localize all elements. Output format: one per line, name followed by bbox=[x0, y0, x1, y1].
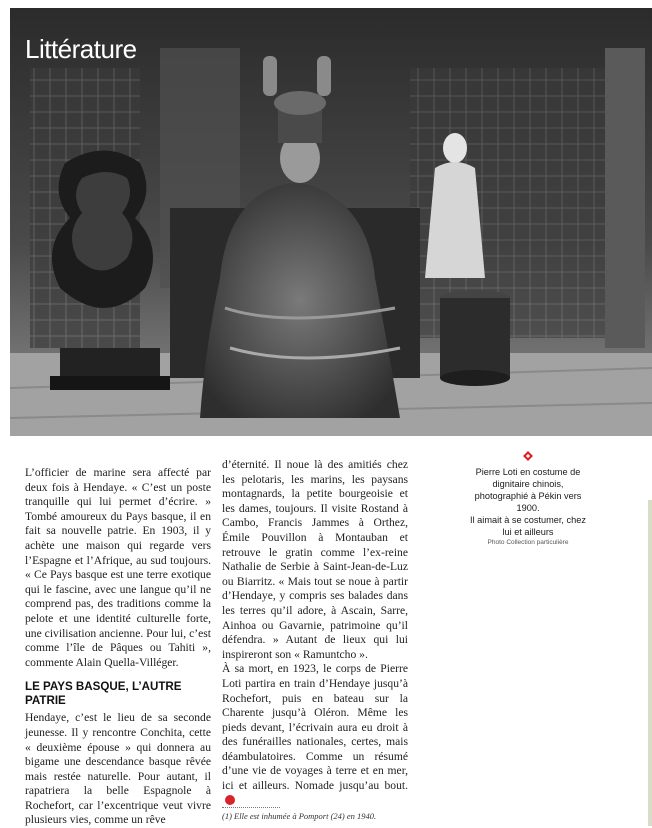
page-edge bbox=[648, 500, 652, 826]
caption-main: Pierre Loti en costume de dignitaire chinois, photographié à Pékin vers 1900. bbox=[474, 467, 582, 513]
historical-portrait-photo bbox=[10, 8, 652, 436]
caption-pin-icon bbox=[523, 451, 533, 461]
section-heading: LE PAYS BASQUE, L’AUTRE PATRIE bbox=[25, 680, 182, 707]
caption-credit: Photo Collection particulière bbox=[487, 539, 569, 546]
article-column-2 bbox=[222, 458, 408, 808]
caption-quote: Il aimait à se costumer, chez lui et ailleurs bbox=[470, 515, 586, 537]
end-mark-icon bbox=[225, 795, 235, 805]
footnote: (1) Elle est inhumée à Pomport (24) en 1940. bbox=[222, 811, 377, 821]
article-photo bbox=[10, 8, 652, 436]
footnote-rule bbox=[222, 807, 280, 808]
paragraph-2: Hendaye, c’est le lieu de sa seconde jeunesse. Il y rencontre Conchita, cette « deuxième épouse » qui donnera au bigame une descendance basque rêvée mais restée naturelle. Pour autant, il rapatriera la belle Espagnole à Rochefort, car l’excentrique veut vivre plusieurs vies, comme un rêve bbox=[25, 711, 211, 827]
section-rubric: Littérature bbox=[25, 34, 137, 64]
paragraph-4 bbox=[222, 662, 408, 808]
paragraph-3: d’éternité. Il noue là des amitiés chez les pelotaris, les marins, les paysans montagnards, la petite bourgeoisie et les dames, toujours. Il visite Rostand à Cambo, Francis Jammes à Orthez, Émile Pouvillon à Montauban et retrouve le gratin comme l’ex-reine Nathalie de Serbie à Saint-Jean-de-Luz ou Biarritz. « Mais tout se noue à partir d’Hendaye, y compris ses balades dans les terres qu’il adore, à Ascain, Sarre, Ainhoa ou Gavarnie, patrimoine qu’il défendra. » Autant de lieux qui lui inspireront son « Ramuntcho ». bbox=[222, 458, 408, 661]
article-column-1 bbox=[25, 466, 211, 828]
photo-caption bbox=[470, 466, 586, 547]
paragraph-4-text: À sa mort, en 1923, le corps de Pierre Loti partira en train d’Hendaye jusqu’à Rochefort, puis en bateau sur la Charente jusqu’à Oléron. Même les pieds devant, l’écrivain aura eu droit à des funérailles nationales, certes, mais déambulatoires. Comme un résumé d’une vie de voyages à terre et en mer, ici et ailleurs. Nomade jusqu’au bout. bbox=[222, 662, 408, 793]
paragraph-1: L’officier de marine sera affecté par deux fois à Hendaye. « C’est un poste tranquille qui lui permet d’écrire. » Tombé amoureux du Pays basque, il en fait sa nouvelle patrie. En 1903, il y achète une maison qui regarde vers l’Espagne et l’Afrique, au sud toujours. « Ce Pays basque est une terre exotique qui le fascine, avec une langue qu’il ne comprend pas, des traditions comme la pelote et une identité culturelle forte, une civilisation ancienne. Pour lui, c’est comme l’île de Pâques ou Tahiti », commente Alain Quella-Villéger. bbox=[25, 466, 211, 669]
